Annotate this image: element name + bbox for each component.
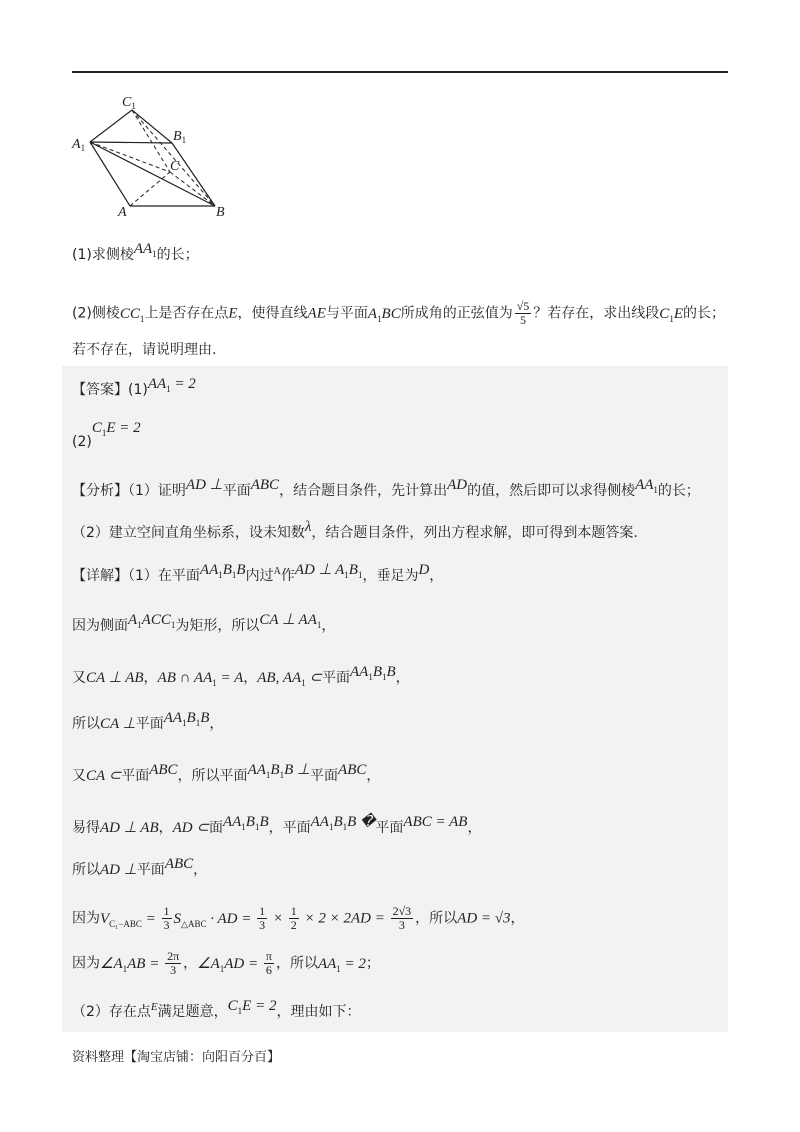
edge-a1b [90,142,215,206]
detail-7: 所以AD ⊥平面ABC， [72,856,208,878]
footer-note: 资料整理【淘宝店铺：向阳百分百】 [72,1050,281,1065]
edge-c1c [132,110,170,172]
edge-c1b1 [132,110,172,143]
detail-2: 因为侧面$A_1ACC_1$为矩形，所以CA ⊥ $AA_1$， [72,612,336,634]
analysis-2: （2）建立空间直角坐标系，设未知数λ，结合题目条件，列出方程求解，即可得到本题答案. [72,519,638,541]
detail-1: 【详解】（1）在平面$AA_1B_1B$内过$^A$作AD ⊥ $A_1B_1$，垂足为D， [72,562,444,584]
answer-1: 【答案】$(1)AA_1 = 2$ [72,376,196,398]
question-2-line2: 若不存在，请说明理由. [72,342,217,358]
label-b: B [216,205,225,220]
edge-c1b [132,110,215,206]
detail-5: 又CA ⊂平面ABC，所以平面$AA_1B_1B$ ⊥平面ABC， [72,762,381,784]
label-c1: $C_1$ [122,95,136,111]
detail-9: 因为$\angle A_1AB$ = $\frac{2\pi}{3}$ ，$\angle A_1AD$ = $\frac{\pi}{6}$ ，所以$AA_1 = 2$； [72,949,380,977]
label-a1: $A_1$ [72,137,86,153]
label-a: A [118,205,127,220]
header-rule [72,71,728,73]
detail-8: 因为$V_{C_1-ABC}$ = $\frac{1}{3}$ $S_{\triangle ABC}$ · AD = $\frac{1}{3}$ × $\frac{1}{2}$ × 2 × 2AD = $\frac{2√3}{3}$ ，所以AD = √3， [72,904,525,932]
question-2: (2)侧棱$CC_1$上是否存在点E，使得直线AE与平面$A_1BC$所成角的正弦值为 $\frac{√5}{5}$ ？若存在，求出线段$C_1E$的长； [72,299,725,327]
question-1: (1)求侧棱$AA_1$的长； [72,241,199,263]
edge-a1c1 [90,110,132,142]
edge-b1b [172,143,215,206]
detail-10: （2）存在点$^E$满足题意，$C_1E = 2$，理由如下： [72,998,361,1020]
edge-ac [130,172,170,206]
prism-figure [70,92,240,222]
detail-6: 易得AD ⊥ AB，AD ⊂面$AA_1B_1B$，平面$AA_1B_1B$ �平面ABC = AB， [72,814,482,836]
edge-cb [170,172,215,206]
detail-3: 又CA ⊥ AB，AB ∩ $AA_1 = A$，AB, $AA_1$ ⊂平面$AA_1B_1B$， [72,664,410,688]
analysis-1: 【分析】（1）证明AD ⊥平面ABC，结合题目条件，先计算出AD的值，然后即可以求得侧棱$AA_1$的长； [72,477,700,499]
detail-4: 所以CA ⊥平面$AA_1B_1B$， [72,710,224,732]
label-c: C [170,159,180,174]
edge-a1c [90,142,170,172]
label-b1: $B_1$ [173,129,187,145]
answer-2: $(2)C_1E = 2$ [72,420,141,450]
